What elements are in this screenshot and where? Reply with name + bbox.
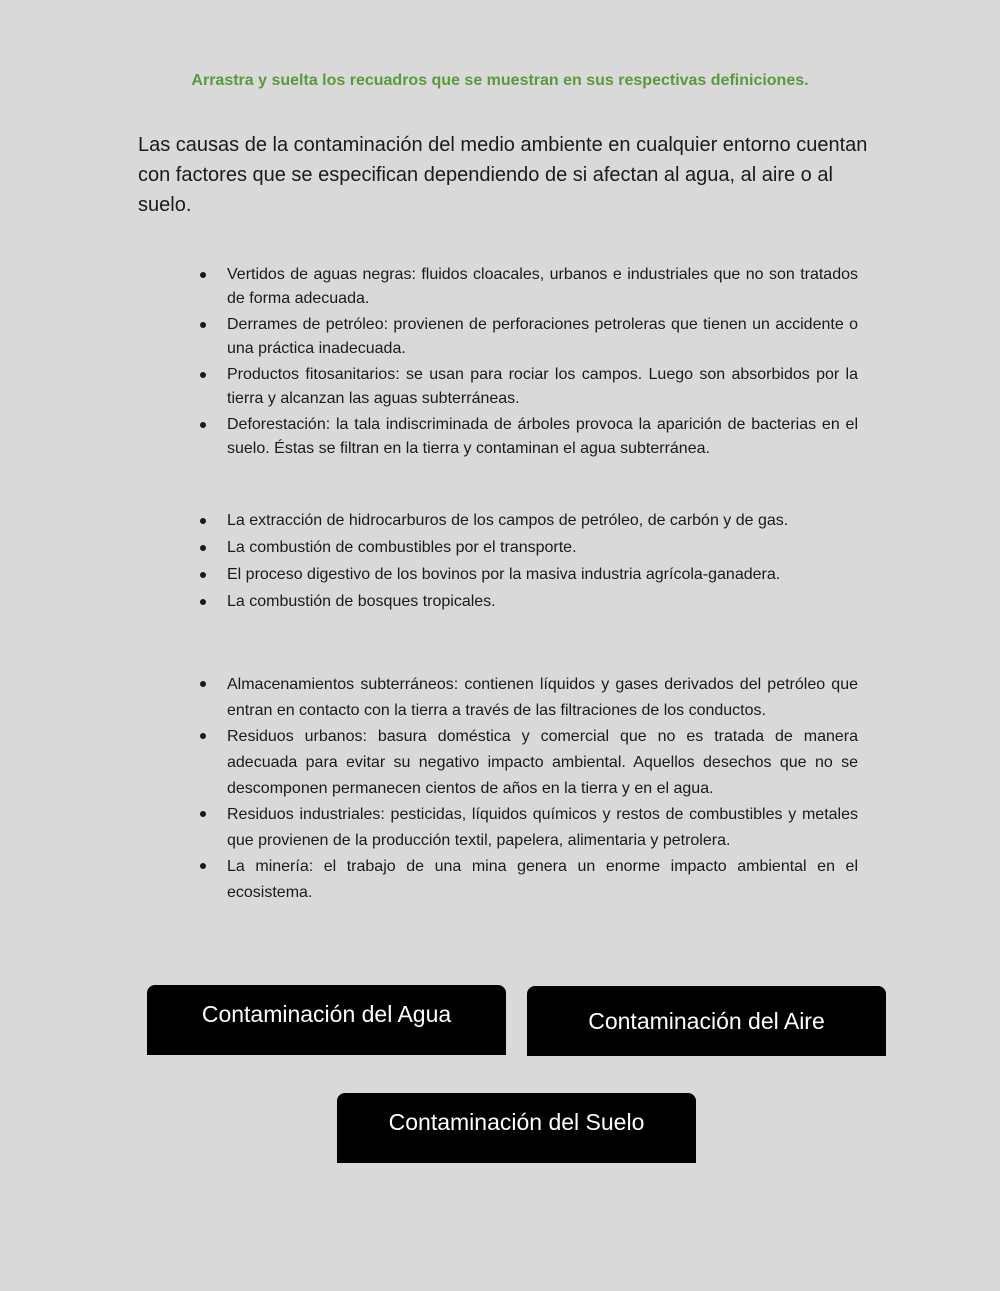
list-item: Derrames de petróleo: provienen de perforaciones petroleras que tienen un accidente o una práctica inadecuada. xyxy=(200,313,858,361)
list-item: La minería: el trabajo de una mina genera un enorme impacto ambiental en el ecosistema. xyxy=(200,854,858,906)
list-item: Productos fitosanitarios: se usan para rociar los campos. Luego son absorbidos por la tierra y alcanzan las aguas subterráneas. xyxy=(200,363,858,411)
drop-zone-suelo[interactable] xyxy=(200,672,858,906)
list-item: La combustión de combustibles por el transporte. xyxy=(200,536,858,560)
draggable-contaminacion-agua[interactable]: Contaminación del Agua xyxy=(147,985,506,1055)
instruction-text: Arrastra y suelta los recuadros que se muestran en sus respectivas definiciones. xyxy=(191,72,809,89)
drop-zone-aire[interactable] xyxy=(200,509,858,617)
intro-paragraph: Las causas de la contaminación del medio ambiente en cualquier entorno cuentan con factores que se especifican dependiendo de si afectan al agua, al aire o al suelo. xyxy=(138,134,868,216)
list-item: Residuos industriales: pesticidas, líquidos químicos y restos de combustibles y metales que provienen de la producción textil, papelera, alimentaria y petrolera. xyxy=(200,802,858,854)
list-item: Almacenamientos subterráneos: contienen líquidos y gases derivados del petróleo que entran en contacto con la tierra a través de las filtraciones de los conductos. xyxy=(200,672,858,724)
draggable-contaminacion-suelo[interactable]: Contaminación del Suelo xyxy=(337,1093,696,1163)
list-item: El proceso digestivo de los bovinos por la masiva industria agrícola-ganadera. xyxy=(200,563,858,587)
list-item: Vertidos de aguas negras: fluidos cloacales, urbanos e industriales que no son tratados de forma adecuada. xyxy=(200,263,858,311)
list-item: La combustión de bosques tropicales. xyxy=(200,590,858,614)
list-item: Residuos urbanos: basura doméstica y comercial que no es tratada de manera adecuada para evitar su negativo impacto ambiental. Aquellos desechos que no se descomponen permanecen cientos de años en la tierra y en el agua. xyxy=(200,724,858,802)
draggable-contaminacion-aire[interactable]: Contaminación del Aire xyxy=(527,986,886,1056)
list-item: La extracción de hidrocarburos de los campos de petróleo, de carbón y de gas. xyxy=(200,509,858,533)
list-item: Deforestación: la tala indiscriminada de árboles provoca la aparición de bacterias en el suelo. Éstas se filtran en la tierra y contaminan el agua subterránea. xyxy=(200,413,858,461)
drop-zone-agua[interactable] xyxy=(200,263,858,463)
